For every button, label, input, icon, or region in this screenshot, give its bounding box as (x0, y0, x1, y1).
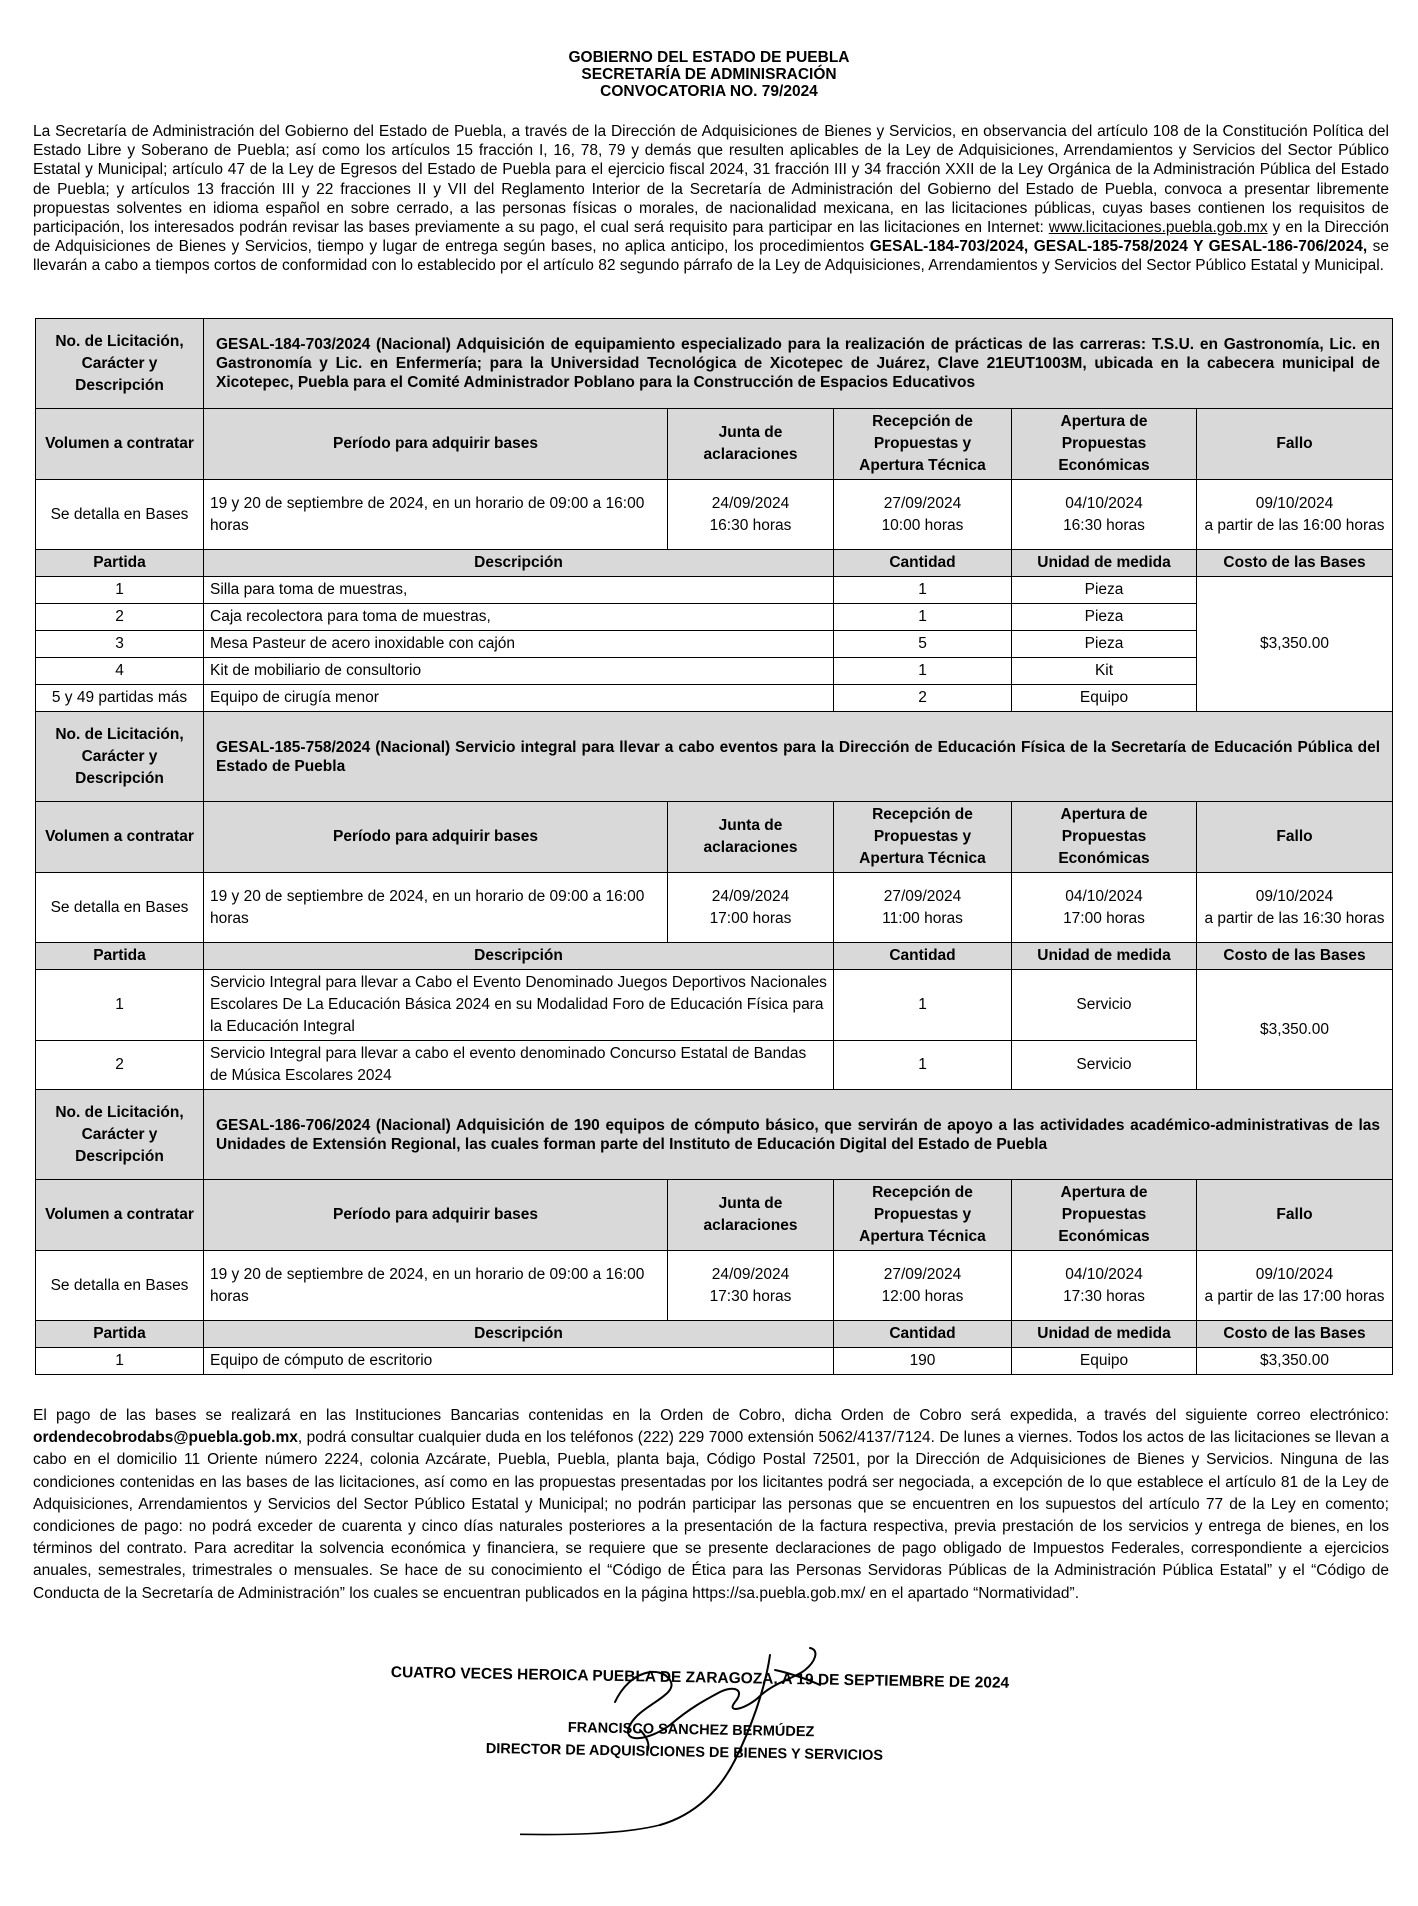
costo-header: Costo de las Bases (1197, 943, 1393, 970)
descripcion-cell: Caja recolectora para toma de muestras, (204, 604, 834, 631)
unidad-cell: Pieza (1012, 577, 1197, 604)
descripcion-cell: Mesa Pasteur de acero inoxidable con cajón (204, 631, 834, 658)
cantidad-cell: 1 (834, 658, 1012, 685)
items-header-row (36, 1321, 1393, 1348)
licitaciones-link[interactable]: www.licitaciones.puebla.gob.mx (1048, 219, 1268, 237)
unidad-cell: Servicio (1012, 1041, 1197, 1090)
recepcion-value: 27/09/2024 11:00 horas (834, 873, 1012, 943)
fallo-header: Fallo (1197, 802, 1393, 873)
no-licitacion-label: No. de Licitación, Carácter y Descripción (36, 712, 204, 802)
table-row (36, 577, 1393, 604)
volumen-header: Volumen a contratar (36, 409, 204, 480)
tender-description: GESAL-185-758/2024 (Nacional) Servicio integral para llevar a cabo eventos para la Dirección de Educación Física de la Secretaría de Educación Pública del Estado de Puebla (204, 712, 1393, 802)
apertura-header: Apertura de Propuestas Económicas (1012, 802, 1197, 873)
cantidad-cell: 1 (834, 1041, 1012, 1090)
table-row (36, 631, 1393, 658)
apertura-header: Apertura de Propuestas Económicas (1012, 1180, 1197, 1251)
unidad-cell: Pieza (1012, 604, 1197, 631)
costo-cell: $3,350.00 (1197, 970, 1393, 1090)
junta-value: 24/09/2024 16:30 horas (668, 480, 834, 550)
tenders-table (35, 318, 1393, 1375)
place-date: CUATRO VECES HEROICA PUEBLA DE ZARAGOZA, A 19 DE SEPTIEMBRE DE 2024 (390, 1664, 1010, 1692)
recepcion-header: Recepción de Propuestas y Apertura Técnica (834, 1180, 1012, 1251)
tender-description: GESAL-184-703/2024 (Nacional) Adquisición de equipamiento especializado para la realización de prácticas de las carreras: T.S.U. en Gastronomía, Lic. en Gastronomía y Lic. en Enfermería; para la Universidad Tecnológica de Xicotepec de Juárez, Clave 21EUT1003M, ubicada en la cabecera municipal de Xicotepec, Puebla para el Comité Administrador Poblano para la Construcción de Espacios Educativos (204, 319, 1393, 409)
apertura-value: 04/10/2024 17:30 horas (1012, 1251, 1197, 1321)
cantidad-cell: 2 (834, 685, 1012, 712)
cantidad-header: Cantidad (834, 1321, 1012, 1348)
descripcion-header: Descripción (204, 1321, 834, 1348)
schedule-header-row (36, 802, 1393, 873)
fallo-value: 09/10/2024 a partir de las 16:00 horas (1197, 480, 1393, 550)
cantidad-cell: 1 (834, 604, 1012, 631)
costo-cell: $3,350.00 (1197, 577, 1393, 712)
tender-description: GESAL-186-706/2024 (Nacional) Adquisición de 190 equipos de cómputo básico, que servirán de apoyo a las actividades académico-administrativas de las Unidades de Extensión Regional, las cuales forman parte del Instituto de Educación Digital del Estado de Puebla (204, 1090, 1393, 1180)
schedule-row (36, 480, 1393, 550)
partida-cell: 2 (36, 604, 204, 631)
volumen-header: Volumen a contratar (36, 1180, 204, 1251)
unidad-header: Unidad de medida (1012, 1321, 1197, 1348)
schedule-header-row (36, 409, 1393, 480)
cantidad-header: Cantidad (834, 550, 1012, 577)
table-row (36, 1348, 1393, 1375)
schedule-row (36, 873, 1393, 943)
table-row (36, 658, 1393, 685)
signer-title: DIRECTOR DE ADQUISICIONES DE BIENES Y SERVICIOS (485, 1741, 884, 1764)
junta-value: 24/09/2024 17:00 horas (668, 873, 834, 943)
fallo-header: Fallo (1197, 1180, 1393, 1251)
cantidad-cell: 190 (834, 1348, 1012, 1375)
table-row (36, 685, 1393, 712)
junta-header: Junta de aclaraciones (668, 409, 834, 480)
volumen-value: Se detalla en Bases (36, 480, 204, 550)
partida-header: Partida (36, 1321, 204, 1348)
schedule-row (36, 1251, 1393, 1321)
table-row (36, 970, 1393, 1041)
recepcion-value: 27/09/2024 10:00 horas (834, 480, 1012, 550)
cantidad-cell: 1 (834, 577, 1012, 604)
recepcion-header: Recepción de Propuestas y Apertura Técnica (834, 802, 1012, 873)
items-header-row (36, 550, 1393, 577)
costo-header: Costo de las Bases (1197, 550, 1393, 577)
partida-cell: 1 (36, 1348, 204, 1375)
unidad-header: Unidad de medida (1012, 550, 1197, 577)
cantidad-header: Cantidad (834, 943, 1012, 970)
unidad-cell: Pieza (1012, 631, 1197, 658)
tender-description-row (36, 712, 1393, 802)
descripcion-cell: Silla para toma de muestras, (204, 577, 834, 604)
volumen-value: Se detalla en Bases (36, 1251, 204, 1321)
header-government: GOBIERNO DEL ESTADO DE PUEBLA (568, 49, 850, 66)
header-convocatoria: CONVOCATORIA NO. 79/2024 (600, 83, 818, 100)
partida-cell: 5 y 49 partidas más (36, 685, 204, 712)
contact-email[interactable]: ordendecobrodabs@puebla.gob.mx (33, 1429, 298, 1447)
partida-cell: 2 (36, 1041, 204, 1090)
fallo-value: 09/10/2024 a partir de las 16:30 horas (1197, 873, 1393, 943)
volumen-value: Se detalla en Bases (36, 873, 204, 943)
periodo-header: Período para adquirir bases (204, 409, 668, 480)
descripcion-cell: Servicio Integral para llevar a cabo el evento denominado Concurso Estatal de Bandas de Música Escolares 2024 (204, 1041, 834, 1090)
closing-paragraph: El pago de las bases se realizará en las Instituciones Bancarias contenidas en la Orden de Cobro, dicha Orden de Cobro será expedida, a través del siguiente correo electrónico: ordendecobrodabs@puebla.gob.mx, podrá consultar cualquier duda en los teléfonos (222) 229 7000 extensión 5062/4137/7124. De lunes a viernes. Todos los actos de las licitaciones se llevan a cabo en el domicilio 11 Oriente número 2224, colonia Azcárate, Puebla, Puebla, planta baja, Código Postal 72501, por la Dirección de Adquisiciones de Bienes y Servicios. Ninguna de las condiciones contenidas en las bases de las licitaciones, así como en las propuestas presentadas por los licitantes podrá ser negociada, a excepción de lo que establece el artículo 81 de la Ley de Adquisiciones, Arrendamientos y Servicios del Sector Público Estatal y Municipal; no podrán participar las personas que se encuentren en los supuestos del artículo 77 de la Ley en comento; condiciones de pago: no podrá exceder de cuarenta y cinco días naturales posteriores a la presentación de la factura respectiva, previa prestación de los servicios y entrega de bienes, en los términos del contrato. Para acreditar la solvencia económica y financiera, se requiere que se presente declaraciones de pago obligado de Impuestos Federales, correspondiente a ejercicios anuales, semestrales, trimestrales o mensuales. Se hace de su conocimiento el “Código de Ética para las Personas Servidoras Públicas de la Administración Pública Estatal” y el “Código de Conducta de la Secretaría de Administración” los cuales se encuentran publicados en la página https://sa.puebla.gob.mx/ en el apartado “Normatividad”. (33, 1407, 1389, 1602)
unidad-cell: Equipo (1012, 685, 1197, 712)
apertura-value: 04/10/2024 16:30 horas (1012, 480, 1197, 550)
periodo-value: 19 y 20 de septiembre de 2024, en un horario de 09:00 a 16:00 horas (204, 873, 668, 943)
periodo-header: Período para adquirir bases (204, 1180, 668, 1251)
partida-cell: 4 (36, 658, 204, 685)
intro-paragraph: La Secretaría de Administración del Gobierno del Estado de Puebla, a través de la Dirección de Adquisiciones de Bienes y Servicios, en observancia del artículo 108 de la Constitución Política del Estado Libre y Soberano de Puebla; así como los artículos 15 fracción I, 16, 78, 79 y demás que resulten aplicables de la Ley de Adquisiciones, Arrendamientos y Servicios del Sector Público Estatal y Municipal; artículo 47 de la Ley de Egresos del Estado de Puebla para el ejercicio fiscal 2024, 31 fracción III y 34 fracción XXII de la Ley Orgánica de la Administración Pública del Estado de Puebla; y artículos 13 fracción III y 22 fracciones II y VII del Reglamento Interior de la Secretaría de Administración del Gobierno del Estado de Puebla, convoca a presentar libremente propuestas solventes en idioma español en sobre cerrado, a las personas físicas o morales, de nacionalidad mexicana, en las licitaciones públicas, cuyas bases contienen los requisitos de participación, los interesados podrán revisar las bases previamente a su pago, el cual será requisito para participar en las licitaciones en Internet: www.licitaciones.puebla.gob.mx y en la Dirección de Adquisiciones de Bienes y Servicios, tiempo y lugar de entrega según bases, no aplica anticipo, los procedimientos GESAL-184-703/2024, GESAL-185-758/2024 Y GESAL-186-706/2024, se llevarán a cabo a tiempos cortos de conformidad con lo establecido por el artículo 82 segundo párrafo de la Ley de Adquisiciones, Arrendamientos y Servicios del Sector Público Estatal y Municipal. (33, 123, 1389, 275)
apertura-value: 04/10/2024 17:00 horas (1012, 873, 1197, 943)
no-licitacion-label: No. de Licitación, Carácter y Descripción (36, 1090, 204, 1180)
costo-header: Costo de las Bases (1197, 1321, 1393, 1348)
tender-description-row (36, 1090, 1393, 1180)
partida-header: Partida (36, 943, 204, 970)
recepcion-header: Recepción de Propuestas y Apertura Técnica (834, 409, 1012, 480)
unidad-cell: Equipo (1012, 1348, 1197, 1375)
items-header-row (36, 943, 1393, 970)
recepcion-value: 27/09/2024 12:00 horas (834, 1251, 1012, 1321)
header-secretariat: SECRETARÍA DE ADMINISRACIÓN (581, 66, 837, 83)
tender-description-row (36, 319, 1393, 409)
costo-cell: $3,350.00 (1197, 1348, 1393, 1375)
no-licitacion-label: No. de Licitación, Carácter y Descripción (36, 319, 204, 409)
cantidad-cell: 1 (834, 970, 1012, 1041)
periodo-header: Período para adquirir bases (204, 802, 668, 873)
table-row (36, 604, 1393, 631)
document-header (0, 49, 1418, 100)
volumen-header: Volumen a contratar (36, 802, 204, 873)
descripcion-cell: Equipo de cómputo de escritorio (204, 1348, 834, 1375)
fallo-value: 09/10/2024 a partir de las 17:00 horas (1197, 1251, 1393, 1321)
signer-name: FRANCISCO SÁNCHEZ BERMÚDEZ (567, 1720, 815, 1741)
fallo-header: Fallo (1197, 409, 1393, 480)
descripcion-header: Descripción (204, 943, 834, 970)
junta-header: Junta de aclaraciones (668, 802, 834, 873)
periodo-value: 19 y 20 de septiembre de 2024, en un horario de 09:00 a 16:00 horas (204, 1251, 668, 1321)
cantidad-cell: 5 (834, 631, 1012, 658)
schedule-header-row (36, 1180, 1393, 1251)
apertura-header: Apertura de Propuestas Económicas (1012, 409, 1197, 480)
descripcion-header: Descripción (204, 550, 834, 577)
periodo-value: 19 y 20 de septiembre de 2024, en un horario de 09:00 a 16:00 horas (204, 480, 668, 550)
junta-header: Junta de aclaraciones (668, 1180, 834, 1251)
unidad-cell: Kit (1012, 658, 1197, 685)
junta-value: 24/09/2024 17:30 horas (668, 1251, 834, 1321)
partida-cell: 1 (36, 577, 204, 604)
unidad-cell: Servicio (1012, 970, 1197, 1041)
partida-header: Partida (36, 550, 204, 577)
partida-cell: 1 (36, 970, 204, 1041)
table-row (36, 1041, 1393, 1090)
descripcion-cell: Kit de mobiliario de consultorio (204, 658, 834, 685)
unidad-header: Unidad de medida (1012, 943, 1197, 970)
descripcion-cell: Servicio Integral para llevar a Cabo el Evento Denominado Juegos Deportivos Nacionales Escolares De La Educación Básica 2024 en su Modalidad Foro de Educación Física para la Educación Integral (204, 970, 834, 1041)
descripcion-cell: Equipo de cirugía menor (204, 685, 834, 712)
procedures-list: GESAL-184-703/2024, GESAL-185-758/2024 Y GESAL-186-706/2024, (869, 238, 1368, 256)
partida-cell: 3 (36, 631, 204, 658)
